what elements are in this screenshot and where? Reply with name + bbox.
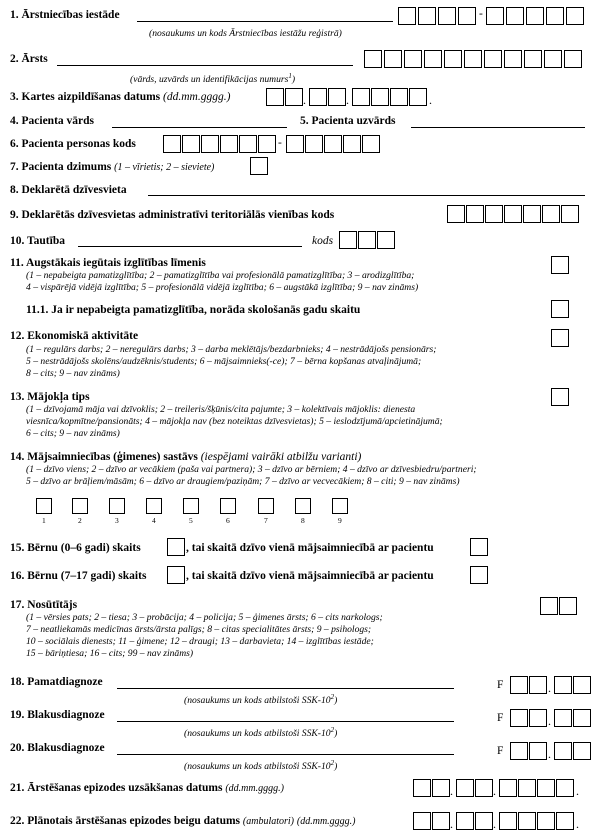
field-13-label: 13. Mājokļa tips <box>10 391 90 403</box>
field-18-f-prefix: F <box>497 679 504 691</box>
field-1-hint: (nosaukums un kods Ārstniecības iestāžu reģistrā) <box>149 28 342 39</box>
field-2-label: 2. Ārsts <box>10 53 48 65</box>
field-7-label: 7. Pacienta dzimums (1 – vīrietis; 2 – sieviete) <box>10 161 215 173</box>
field-16-same-household-box[interactable] <box>470 566 488 584</box>
field-18-input-line[interactable] <box>117 688 454 689</box>
field-11-label: 11. Augstākais iegūtais izglītības līmenis <box>10 257 206 269</box>
field-1-input-line[interactable] <box>137 21 393 22</box>
field-21-dot-1: . <box>450 784 453 798</box>
field-16-tail: , tai skaitā dzīvo vienā mājsaimniecībā ar pacientu <box>186 570 434 582</box>
field-11-options-1: (1 – nepabeigta pamatizglītība; 2 – pamatizglītība vai profesionālā pamatizglītība; 3 – arodizglītība; <box>26 270 415 281</box>
field-18-label: 18. Pamatdiagnoze <box>10 676 103 688</box>
field-11-1-box[interactable] <box>551 300 569 318</box>
field-1-dash: - <box>479 8 483 20</box>
field-10-input-line[interactable] <box>78 246 302 247</box>
field-17-options-4: 15 – bāriņtiesa; 16 – cits; 99 – nav zināms) <box>26 648 194 659</box>
field-3-dot-3: . <box>429 93 432 107</box>
field-15-count-box[interactable] <box>167 538 185 556</box>
field-16-label: 16. Bērnu (7–17 gadi) skaits <box>10 570 147 582</box>
field-20-input-line[interactable] <box>117 754 454 755</box>
field-16-count-box[interactable] <box>167 566 185 584</box>
field-19-f-prefix: F <box>497 712 504 724</box>
field-10-label: 10. Tautība <box>10 235 65 247</box>
field-8-input-line[interactable] <box>148 195 585 196</box>
field-5-input-line[interactable] <box>411 127 585 128</box>
field-12-options-3: 8 – cits; 9 – nav zināms) <box>26 368 120 379</box>
field-9-label: 9. Deklarētās dzīvesvietas administratīvi teritoriālās vienības kods <box>10 209 335 221</box>
field-17-options-3: 10 – sociālais dienests; 11 – ģimene; 12 – draugi; 13 – darbavieta; 14 – izglītības iestāde; <box>26 636 374 647</box>
field-20-hint: (nosaukums un kods atbilstoši SSK-$10^2$) <box>184 759 338 773</box>
field-22-label: 22. Plānotais ārstēšanas epizodes beigu datums (ambulatori) (dd.mm.gggg.) <box>10 815 356 827</box>
field-20-label: 20. Blakusdiagnoze <box>10 742 105 754</box>
field-1-label: 1. Ārstniecības iestāde <box>10 9 120 21</box>
field-19-hint: (nosaukums un kods atbilstoši SSK-$10^2$) <box>184 726 338 740</box>
field-22-dot-2: . <box>493 817 496 831</box>
field-4-input-line[interactable] <box>112 127 287 128</box>
field-19-dot: . <box>548 714 551 728</box>
field-12-options-2: 5 – nestrādājošs skolēns/audzēknis/students; 6 – mājsaimnieks(-ce); 7 – bērna kopšanas atvaļinājumā; <box>26 356 422 367</box>
field-14-label: 14. Mājsaimniecības (ģimenes) sastāvs (iespējami vairāki atbilžu varianti) <box>10 451 362 463</box>
field-4-label: 4. Pacienta vārds <box>10 115 95 127</box>
field-17-label: 17. Nosūtītājs <box>10 599 78 611</box>
field-3-dot-2: . <box>346 93 349 107</box>
field-10-kods: kods <box>312 235 334 247</box>
field-21-dot-2: . <box>493 784 496 798</box>
field-6-dash: - <box>278 137 282 149</box>
field-2-input-line[interactable] <box>57 65 353 66</box>
field-13-box[interactable] <box>551 388 569 406</box>
field-11-options-2: 4 – vispārējā vidējā izglītība; 5 – profesionālā vidējā izglītība; 6 – augstākā izglītība; 9 – nav zināms) <box>26 282 419 293</box>
field-20-dot: . <box>548 747 551 761</box>
field-12-label: 12. Ekonomiskā aktivitāte <box>10 330 139 342</box>
field-22-dot-3: . <box>576 817 579 831</box>
field-18-hint: (nosaukums un kods atbilstoši SSK-$10^2$) <box>184 693 338 707</box>
field-18-dot: . <box>548 681 551 695</box>
field-19-input-line[interactable] <box>117 721 454 722</box>
field-2-hint: (vārds, uzvārds un identifikācijas numurs$^1$) <box>130 72 296 86</box>
field-14-options-2: 5 – dzīvo ar brāļiem/māsām; 6 – dzīvo ar draugiem/paziņām; 7 – dzīvo ar vecvecākiem; 8 – citi; 9 – nav zināms) <box>26 476 460 487</box>
field-3-label: 3. Kartes aizpildīšanas datums (dd.mm.gggg.) <box>10 91 231 103</box>
field-6-label: 6. Pacienta personas kods <box>10 138 136 150</box>
field-12-box[interactable] <box>551 329 569 347</box>
field-15-label: 15. Bērnu (0–6 gadi) skaits <box>10 542 141 554</box>
field-21-dot-3: . <box>576 784 579 798</box>
field-21-label: 21. Ārstēšanas epizodes uzsākšanas datums (dd.mm.gggg.) <box>10 782 284 794</box>
field-13-options-3: 6 – cits; 9 – nav zināms) <box>26 428 120 439</box>
field-14-options-1: (1 – dzīvo viens; 2 – dzīvo ar vecākiem (paša vai partnera); 3 – dzīvo ar bērniem; 4 – dzīvo ar dzīvesbiedru/partneri; <box>26 464 477 475</box>
field-5-label: 5. Pacienta uzvārds <box>300 115 396 127</box>
field-7-gender-box[interactable] <box>250 157 268 175</box>
field-11-1-label: 11.1. Ja ir nepabeigta pamatizglītība, norāda skološanās gadu skaitu <box>26 304 361 316</box>
field-13-options-1: (1 – dzīvojamā māja vai dzīvoklis; 2 – treileris/šķūnis/cita pajumte; 3 – kolektīvais mājoklis: dienesta <box>26 404 416 415</box>
field-3-dot-1: . <box>303 93 306 107</box>
field-15-same-household-box[interactable] <box>470 538 488 556</box>
field-15-tail: , tai skaitā dzīvo vienā mājsaimniecībā ar pacientu <box>186 542 434 554</box>
field-20-f-prefix: F <box>497 745 504 757</box>
field-22-dot-1: . <box>450 817 453 831</box>
field-17-options-1: (1 – vērsies pats; 2 – tiesa; 3 – probācija; 4 – policija; 5 – ģimenes ārsts; 6 – cits narkologs; <box>26 612 383 623</box>
field-12-options-1: (1 – regulārs darbs; 2 – neregulārs darbs; 3 – darba meklētājs/bezdarbnieks; 4 – nestrādājošs pensionārs; <box>26 344 437 355</box>
field-19-label: 19. Blakusdiagnoze <box>10 709 105 721</box>
field-8-label: 8. Deklarētā dzīvesvieta <box>10 184 127 196</box>
field-11-box[interactable] <box>551 256 569 274</box>
field-13-options-2: viesnīca/kopmītne/pansionāts; 4 – mājokļa nav (bez noteiktas dzīvesvietas); 5 – ieslodzījumā/apcietinājumā; <box>26 416 443 427</box>
field-17-options-2: 7 – neatliekamās medicīnas ārsts/ārsta palīgs; 8 – citas specialitātes ārsts; 9 – psihologs; <box>26 624 372 635</box>
